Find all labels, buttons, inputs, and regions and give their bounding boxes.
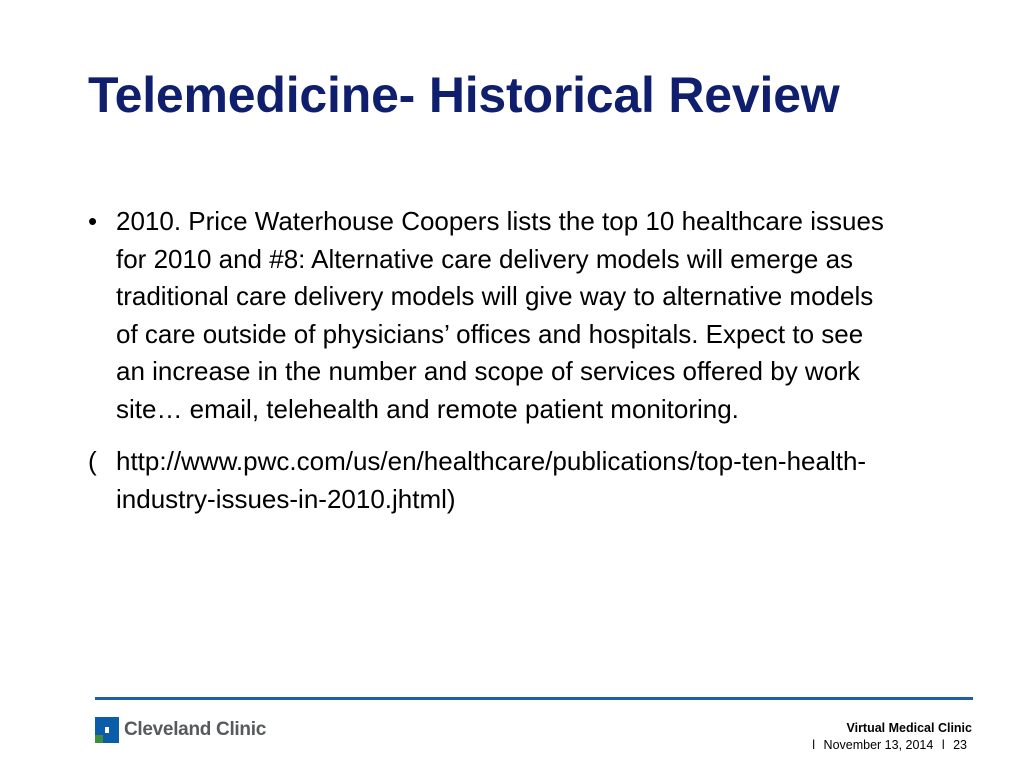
- cleveland-clinic-logo: [95, 717, 266, 743]
- source-citation: [88, 443, 888, 518]
- event-name: Virtual Medical Clinic: [846, 721, 972, 735]
- source-url: http://www.pwc.com/us/en/healthcare/publications/top-ten-health-industry-issues-in-2010.jhtml): [116, 446, 867, 514]
- separator: l: [941, 738, 945, 752]
- bullet-dot: •: [88, 206, 98, 236]
- bullet-item: [88, 203, 888, 428]
- footer-divider: [95, 697, 973, 700]
- cleveland-clinic-cross-icon: [95, 717, 119, 743]
- bullet-text: 2010. Price Waterhouse Coopers lists the top 10 healthcare issues for 2010 and #8: Alternative care delivery models will emerge as traditional care delivery models will give way to alternative models of care outside of physicians’ offices and hospitals. Expect to see an increase in the number and scope of services offered by work site… email, telehealth and remote patient monitoring.: [116, 206, 884, 424]
- source-open-paren: (: [88, 446, 97, 476]
- logo-text: Cleveland Clinic: [124, 719, 266, 740]
- footer-date-line: [812, 737, 972, 754]
- date: November 13, 2014: [823, 738, 934, 752]
- page-number: 23: [953, 738, 967, 752]
- footer-meta: [812, 720, 972, 754]
- slide-title: Telemedicine- Historical Review: [88, 67, 840, 123]
- separator: l: [812, 738, 816, 752]
- slide-body: [88, 203, 888, 518]
